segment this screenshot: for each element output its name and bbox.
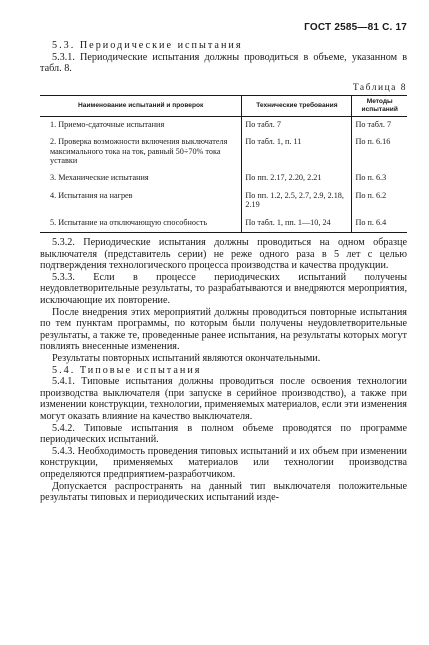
cell-method: По п. 6.16 [352,134,407,170]
cell-test-name: 3. Механические испытания [50,173,149,183]
table-row [40,116,407,134]
table-8 [40,95,407,233]
cell-test-name: 5. Испытание на отключающую способность [40,215,242,233]
table-row [40,215,407,233]
header-methods: Методы испытаний [352,95,407,116]
table-header-row [40,95,407,116]
paragraph-5-3-2: 5.3.2. Периодические испытания должны проводиться на одном образце выключателя (представитель серии) не реже одного раза в 5 лет с целью подтверждения технологического процесса производства и качества продукции. [40,237,407,272]
cell-method: По табл. 7 [352,116,407,134]
cell-requirements: По табл. 1, пп. 1—10, 24 [242,215,352,233]
cell-method: По п. 6.4 [352,215,407,233]
paragraph-5-4-2: 5.4.2. Типовые испытания в полном объеме проводятся по программе периодических испытаний. [40,422,407,446]
cell-requirements: По пп. 2.17, 2.20, 2.21 [242,170,352,187]
table-row [40,134,407,170]
cell-test-name: 1. Приемо-сдаточные испытания [50,119,165,129]
paragraph-5-3-3: 5.3.3. Если в процессе периодических испытаний получены неудовлетворительные результаты, то разрабатываются и внедряются мероприятия, исключающие их повторение. [40,271,407,306]
cell-method: По п. 6.3 [352,170,407,187]
cell-test-name: 2. Проверка возможности включения выключателя максимального тока на ток, равный 50÷70% тока уставки [50,137,228,165]
paragraph-repeat-final: Результаты повторных испытаний являются окончательными. [52,352,321,364]
paragraph-after-measures: После внедрения этих мероприятий должны проводиться повторные испытания по тем пунктам программы, по которым были получены неудовлетворительные результаты, а также те, проведенные ранее испытания, на результаты которых могут повлиять внесенные изменения. [40,306,407,353]
paragraph-5-4-3: 5.4.3. Необходимость проведения типовых испытаний и их объем при изменении конструкции, применяемых материалов или технологии производства определяются предприятием-разработчиком. [40,445,407,480]
section-5-3-title: 5.3. Периодические испытания [52,40,243,51]
table-row [40,188,407,215]
header-name: Наименование испытаний и проверок [40,95,242,116]
page-content [40,40,407,504]
paragraph-5-4-1: 5.4.1. Типовые испытания должны проводиться после освоения технологии производства выключателя (при запуске в серийное производство), а также при изменении конструкции, технологии, применяемых материалов, если эти изменения могут оказать влияние на качество выключателя. [40,376,407,422]
cell-requirements: По табл. 7 [242,116,352,134]
table-row [40,170,407,187]
cell-requirements: По табл. 1, п. 11 [242,134,352,170]
page-header: ГОСТ 2585—81 С. 17 [304,22,407,33]
paragraph-5-3-1: 5.3.1. Периодические испытания должны проводиться в объеме, указанном в табл. 8. [40,51,407,75]
cell-test-name: 4. Испытания на нагрев [50,190,133,200]
header-requirements: Технические требования [242,95,352,116]
section-5-4-title: 5.4. Типовые испытания [52,364,202,376]
cell-method: По п. 6.2 [352,188,407,215]
cell-requirements: По пп. 1.2, 2.5, 2.7, 2.9, 2.18, 2.19 [242,188,352,215]
paragraph-allowed: Допускается распространять на данный тип выключателя положительные результаты типовых и периодических испытаний изде- [40,480,407,504]
table-caption: Таблица 8 [352,82,407,93]
